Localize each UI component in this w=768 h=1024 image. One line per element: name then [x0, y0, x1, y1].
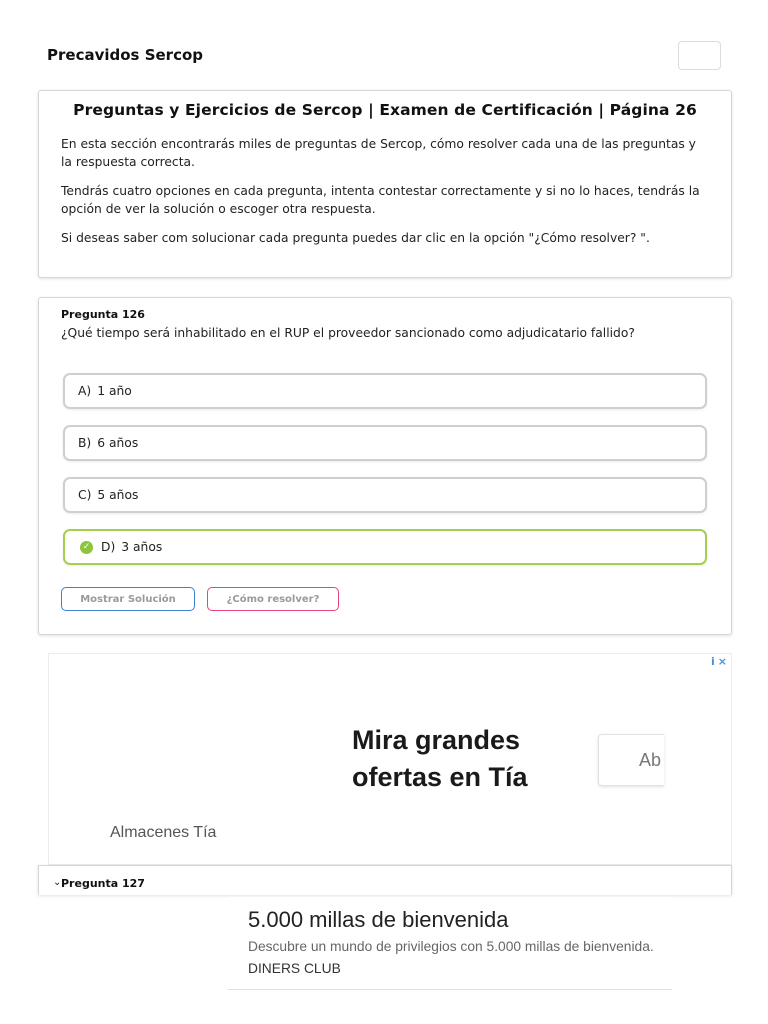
ad-headline-line-1: Mira grandes	[352, 725, 521, 755]
question-number: Pregunta 126	[61, 308, 145, 321]
menu-button[interactable]	[678, 41, 721, 70]
option-b[interactable]	[63, 425, 707, 461]
intro-card	[38, 90, 732, 278]
option-text: 6 años	[97, 436, 139, 450]
ad-headline-line-2: ofertas en Tía	[352, 762, 528, 792]
ad-advertiser: Almacenes Tía	[110, 824, 217, 841]
question-card	[38, 297, 732, 635]
option-a[interactable]	[63, 373, 707, 409]
question-text: ¿Qué tiempo será inhabilitado en el RUP el proveedor sancionado como adjudicatario fallido?	[61, 326, 635, 340]
question-number: Pregunta 127	[61, 877, 145, 890]
ad-banner-diners[interactable]	[228, 897, 672, 990]
intro-paragraph-1: En esta sección encontrarás miles de preguntas de Sercop, cómo resolver cada una de las preguntas y la respuesta correcta.	[61, 137, 696, 169]
ad-banner-tia[interactable]	[48, 653, 732, 865]
option-letter: D)	[101, 540, 116, 554]
ad-cta-button[interactable]: Ab	[598, 734, 664, 786]
info-icon[interactable]: i	[711, 655, 715, 668]
intro-paragraph-3: Si deseas saber com solucionar cada pregunta puedes dar clic en la opción "¿Cómo resolver? ".	[61, 231, 650, 245]
intro-paragraph-2: Tendrás cuatro opciones en cada pregunta, intenta contestar correctamente y si no lo haces, tendrás la opción de ver la solución o escoger otra respuesta.	[61, 184, 700, 216]
close-icon[interactable]: ×	[717, 655, 727, 668]
how-to-solve-button[interactable]: ¿Cómo resolver?	[207, 587, 339, 611]
option-d-correct[interactable]	[63, 529, 707, 565]
option-text: 1 año	[97, 384, 132, 398]
option-letter: C)	[78, 488, 92, 502]
ad-choices[interactable]	[711, 655, 727, 668]
check-circle-icon: ✓	[80, 541, 93, 554]
chevron-down-icon: ⌄	[53, 877, 62, 888]
option-letter: A)	[78, 384, 92, 398]
option-text: 5 años	[97, 488, 139, 502]
ad-description: Descubre un mundo de privilegios con 5.000 millas de bienvenida.	[248, 939, 654, 954]
ad-headline	[352, 722, 612, 796]
option-text: 3 años	[121, 540, 163, 554]
option-c[interactable]	[63, 477, 707, 513]
ad-advertiser: DINERS CLUB	[248, 961, 341, 976]
page-title: Preguntas y Ejercicios de Sercop | Examen de Certificación | Página 26	[73, 101, 697, 119]
ad-headline: 5.000 millas de bienvenida	[248, 907, 509, 932]
site-brand[interactable]: Precavidos Sercop	[47, 46, 203, 64]
option-letter: B)	[78, 436, 92, 450]
show-solution-button[interactable]: Mostrar Solución	[61, 587, 195, 611]
next-question-card	[38, 865, 732, 895]
